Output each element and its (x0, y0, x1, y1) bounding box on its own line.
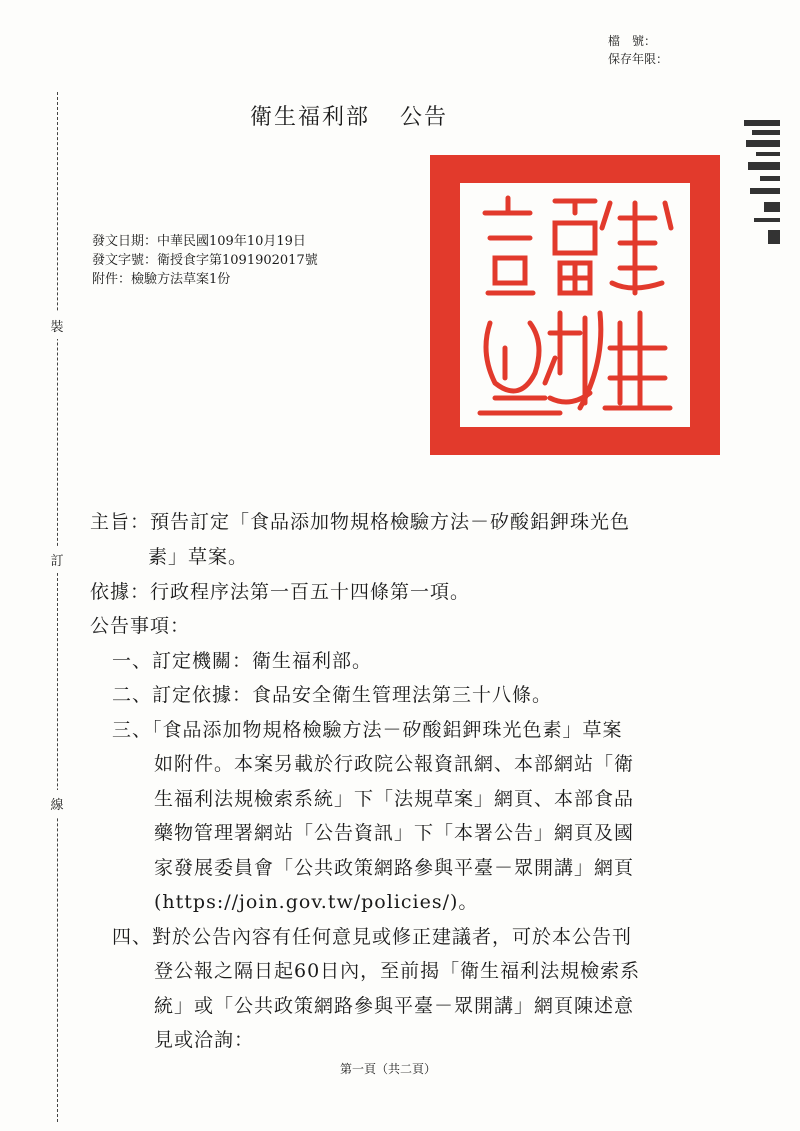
scan-artifact (742, 112, 782, 252)
items-heading: 公告事項： (90, 615, 191, 637)
reference-number: 發文字號：衛授食字第1091902017號 (92, 253, 318, 268)
issue-date: 發文日期：中華民國109年10月19日 (92, 234, 306, 249)
document-meta (92, 232, 318, 289)
item-3-line-3: 生福利法規檢索系統」下「法規草案」網頁、本部食品 (154, 788, 635, 810)
archive-info (608, 32, 688, 68)
item-3-line-2: 如附件。本案另載於行政院公報資訊網、本部網站「衛 (154, 753, 635, 775)
page-number: 第一頁（共二頁） (340, 1062, 437, 1076)
binding-mark-xian: 線 (46, 790, 68, 817)
official-seal (430, 155, 720, 455)
seal-script-graphic (460, 183, 690, 427)
subject-line-2: 素」草案。 (148, 546, 249, 568)
item-3-line-1: 三、「食品添加物規格檢驗方法－矽酸鋁鉀珠光色素」草案 (112, 719, 623, 741)
item-4-line-2: 登公報之隔日起60日內，至前揭「衛生福利法規檢索系 (154, 960, 641, 982)
page-title (250, 100, 448, 131)
archive-number-label: 檔 號： (608, 34, 657, 48)
item-1: 一、訂定機關：衛生福利部。 (112, 650, 373, 672)
item-3-url-line: (https://join.gov.tw/policies/)。 (154, 891, 479, 913)
binding-mark-zhuang: 裝 (46, 312, 68, 339)
binding-line (57, 92, 58, 1122)
title-agency: 衛生福利部 (250, 105, 371, 130)
title-type: 公告 (400, 105, 449, 130)
archive-retention-label: 保存年限： (608, 52, 669, 66)
item-3-line-5: 家發展委員會「公共政策網路參與平臺－眾開講」網頁 (154, 857, 635, 879)
binding-mark-ding: 訂 (46, 546, 68, 573)
item-3-line-4: 藥物管理署網站「公告資訊」下「本署公告」網頁及國 (154, 822, 635, 844)
subject-line-1: 主旨：預告訂定「食品添加物規格檢驗方法－矽酸鋁鉀珠光色 (90, 511, 631, 533)
item-2: 二、訂定依據：食品安全衛生管理法第三十八條。 (112, 684, 553, 706)
item-4-line-4: 見或洽詢： (154, 1029, 255, 1051)
attachment-note: 附件：檢驗方法草案1份 (92, 272, 231, 287)
item-4-line-1: 四、對於公告內容有任何意見或修正建議者，可於本公告刊 (112, 926, 633, 948)
legal-basis: 依據：行政程序法第一百五十四條第一項。 (90, 581, 471, 603)
item-4-line-3: 統」或「公共政策網路參與平臺－眾開講」網頁陳述意 (154, 995, 635, 1017)
